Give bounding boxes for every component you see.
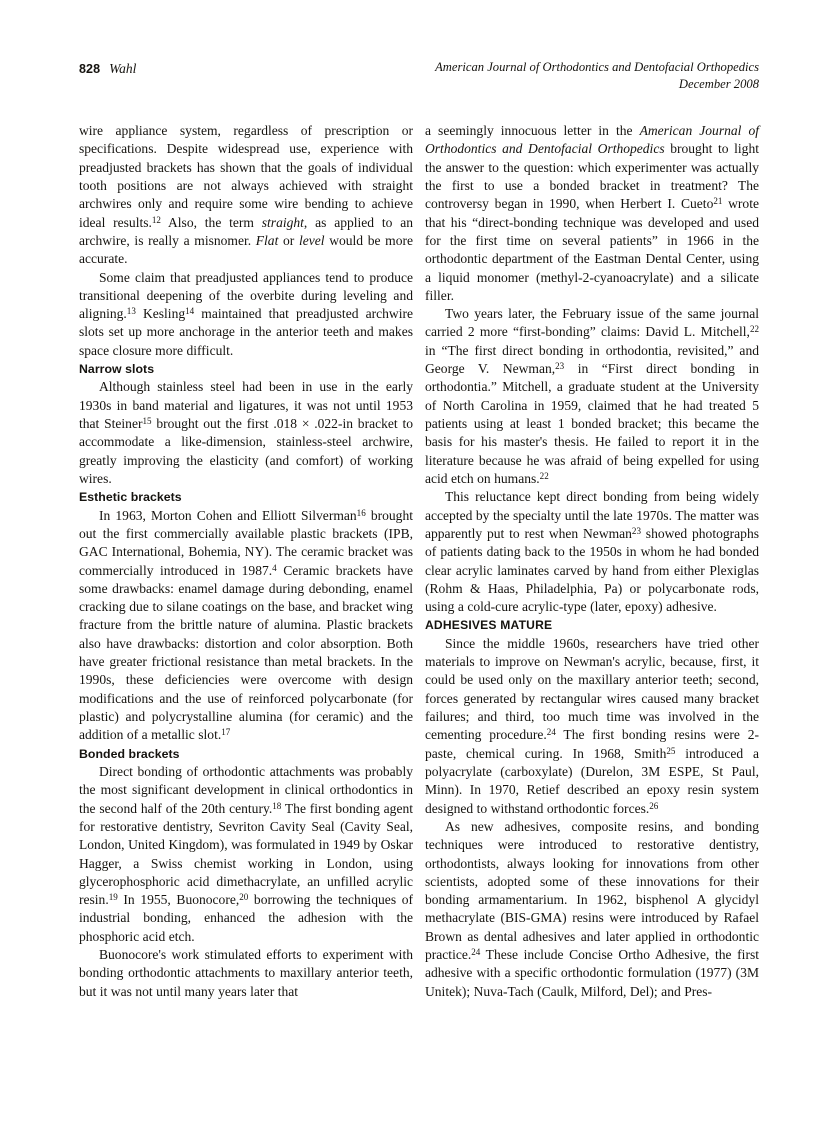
emphasis-term: Flat xyxy=(255,232,279,248)
text-run: borrowing the techniques of industrial bonding, enhanced the adhesion with the phosphoric acid etch. xyxy=(79,892,413,944)
reference-marker: 12 xyxy=(151,214,161,225)
emphasis-term: level xyxy=(298,232,325,248)
text-run: introduced a polyacrylate (carboxylate) (Durelon, 3M ESPE, St Paul, Minn). In 1970, Retief described an epoxy resin system designed to withstand orthodontic forces. xyxy=(425,745,759,816)
reference-marker: 25 xyxy=(666,745,676,756)
text-run: Direct bonding of orthodontic attachments was probably the most significant development in clinical orthodontics in the second half of the 20th century. xyxy=(79,763,413,816)
paragraph xyxy=(79,269,413,361)
text-run: in “First direct bonding in orthodontia.” Mitchell, a graduate student at the University of North Carolina in 1959, claimed that he had treated 5 patients using at least 1 bonded bracket; this became the basis for his master's thesis. He failed to report it in the literature because he was afraid of being expelled for using acid etch on humans. xyxy=(425,361,759,486)
running-head-left xyxy=(79,60,136,78)
text-run: in “The first direct bonding in orthodontia, revisited,” and George V. Newman, xyxy=(425,342,759,377)
text-run: In 1963, Morton Cohen and Elliott Silverman xyxy=(99,507,357,523)
right-column xyxy=(425,122,759,1001)
section-heading-narrow-slots: Narrow slots xyxy=(79,362,155,377)
text-run: wire appliance system, regardless of prescription or specifications. Despite widespread use, experience with preadjusted brackets has shown that the goals of individual tooth positions are not always achieved with straight archwires only and require some wire bending to achieve ideal results. xyxy=(79,123,413,230)
paragraph xyxy=(79,507,413,745)
text-run: Since the middle 1960s, researchers have tried other materials to improve on Newman's acrylic, because, first, it could be used only on the maxillary anterior teeth; second, forces generated by rectangular wires caused many bracket failures; and third, too much time was involved in the cementing procedure. xyxy=(425,635,759,743)
section-heading-esthetic-brackets: Esthetic brackets xyxy=(79,490,182,505)
text-run: This reluctance kept direct bonding from being widely accepted by the specialty until the late 1970s. The matter was apparently put to rest when Newman xyxy=(425,489,759,541)
text-run: In 1955, Buonocore, xyxy=(117,892,240,908)
reference-marker: 16 xyxy=(356,507,366,518)
text-run: wrote that his “direct-bonding technique was developed and used for the first time on several patients” in 1966 in the orthodontic department of the Eastman Dental Center, using a liquid monomer (methyl-2-cyanoacrylate) and a silicate filler. xyxy=(425,196,759,303)
section-heading-adhesives-mature: ADHESIVES MATURE xyxy=(425,618,553,633)
reference-marker: 19 xyxy=(108,892,118,903)
page-number: 828 xyxy=(79,62,101,76)
reference-marker: 23 xyxy=(631,525,641,536)
text-run: Also, the term xyxy=(160,214,262,230)
journal-title-citation: American Journal of Orthodontics and Dentofacial Orthopedics xyxy=(425,123,759,157)
running-head-right xyxy=(435,59,759,92)
text-run: maintained that preadjusted archwire slots set up more anchorage in the anterior teeth and makes space closure more difficult. xyxy=(79,306,413,358)
text-run: or xyxy=(278,232,299,248)
text-run: Although stainless steel had been in use in the early 1930s in band material and ligatures, it was not until 1953 that Steiner xyxy=(79,379,413,431)
paragraph xyxy=(79,378,413,488)
reference-marker: 17 xyxy=(221,727,231,738)
text-run: The first bonding agent for restorative dentistry, Sevriton Cavity Seal (Cavity Seal, London, United Kingdom), was formulated in 1949 by Oskar Hagger, a Swiss chemist working in London, using glycerophosphoric acid dimethacrylate, an unfilled acrylic resin. xyxy=(79,800,414,908)
text-run: brought out the first commercially available plastic brackets (IPB, GAC International, Bohemia, NY). The ceramic bracket was commercially introduced in 1987. xyxy=(79,507,413,578)
text-run: brought to light the answer to the question: which experimenter was actually the first to use a bonded bracket in treatment? The controversy began in 1990, when Herbert I. Cueto xyxy=(425,141,759,212)
text-run: As new adhesives, composite resins, and bonding techniques were introduced to restorative dentistry, orthodontists, always looking for innovations from other scientists, adopted some of these innovations for their bonding armamentarium. In 1962, bisphenol A glycidyl methacrylate (BIS-GMA) resins were introduced by Rafael Brown as dental adhesives and later applied in orthodontic practice. xyxy=(425,818,759,963)
left-column xyxy=(79,122,413,1001)
reference-marker: 13 xyxy=(126,306,136,317)
reference-marker: 26 xyxy=(649,800,659,811)
reference-marker: 18 xyxy=(272,800,282,811)
paragraph-continuation xyxy=(79,122,413,269)
paragraph xyxy=(425,818,759,1001)
reference-marker: 22 xyxy=(749,324,759,335)
reference-marker: 14 xyxy=(185,306,195,317)
reference-marker: 4 xyxy=(272,562,277,573)
text-run: showed photographs of patients dating back to the 1950s in whom he had bonded clear acrylic laminates carved by hand from either Plexiglas (Rohm & Haas, Philadelphia, Pa) or polycarbonate rods, using a cold-cure acrylic-type (later, epoxy) adhesive. xyxy=(425,525,759,615)
paragraph xyxy=(79,763,413,946)
reference-marker: 21 xyxy=(713,196,723,207)
text-run: The first bonding resins were 2-paste, chemical curing. In 1968, Smith xyxy=(425,727,759,761)
reference-marker: 24 xyxy=(471,946,481,957)
reference-marker: 23 xyxy=(555,360,565,371)
paragraph xyxy=(425,635,759,818)
text-run: would be more accurate. xyxy=(79,232,413,267)
text-run: , as applied to an archwire, is really a misnomer. xyxy=(79,214,413,248)
text-run: Kesling xyxy=(135,306,186,322)
text-run: Ceramic brackets have some drawbacks: enamel damage during debonding, enamel cracking due to silane coatings on the base, and bracket wing fracture from the brittle nature of alumina. Plastic brackets also have drawbacks: distortion and color absorption. Both have greater frictional resistance than metal brackets. In the 1990s, these deficiencies were overcome with design modifications and the use of reinforced polycarbonate (for plastic) and polycrystalline alumina (for ceramic) and the addition of a metallic slot. xyxy=(79,562,413,743)
emphasis-term: straight xyxy=(261,214,304,230)
reference-marker: 22 xyxy=(539,470,549,481)
text-run: Some claim that preadjusted appliances tend to produce transitional deepening of the overbite during leveling and aligning. xyxy=(79,269,413,322)
text-run: These include Concise Ortho Adhesive, the first adhesive with a specific orthodontic formulation (1977) (3M Unitek); Nuva-Tach (Caulk, Milford, Del); and Pres- xyxy=(425,947,759,999)
text-run: a seemingly innocuous letter in the xyxy=(425,123,640,138)
running-head-author: Wahl xyxy=(109,61,137,76)
paragraph-continuation xyxy=(425,122,759,305)
issue-date: December 2008 xyxy=(678,76,759,91)
paragraph xyxy=(425,488,759,616)
section-heading-bonded-brackets: Bonded brackets xyxy=(79,746,180,761)
paragraph: Buonocore's work stimulated efforts to experiment with bonding orthodontic attachments to maxillary anterior teeth, but it was not until many years later that xyxy=(79,947,413,999)
text-run: Two years later, the February issue of the same journal carried 2 more “first-bonding” claims: David L. Mitchell, xyxy=(425,306,759,340)
paragraph xyxy=(425,305,759,488)
text-run: brought out the first .018 × .022-in bracket to accommodate a like-dimension, stainless-steel archwire, greatly improving the elasticity (and comfort) of working wires. xyxy=(79,416,413,486)
reference-marker: 24 xyxy=(546,727,556,738)
journal-title: American Journal of Orthodontics and Dentofacial Orthopedics xyxy=(435,60,759,74)
running-head xyxy=(79,60,759,100)
reference-marker: 20 xyxy=(239,892,249,903)
reference-marker: 15 xyxy=(142,415,152,426)
